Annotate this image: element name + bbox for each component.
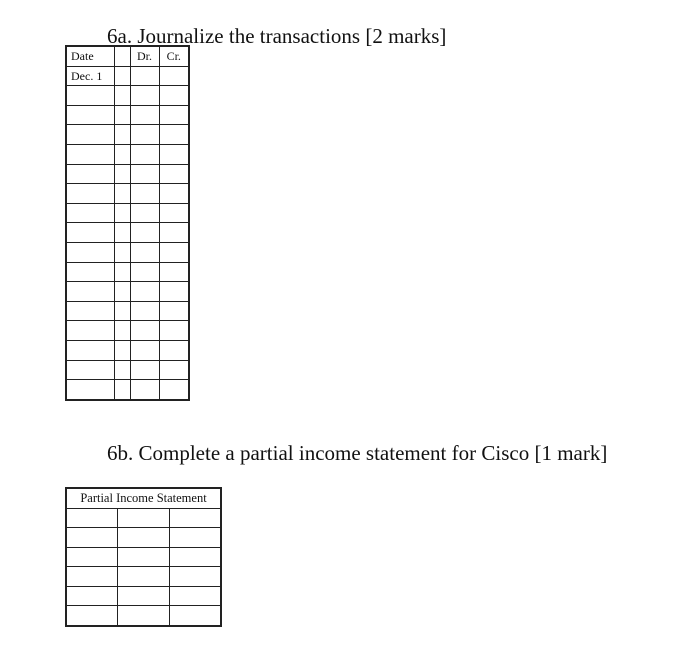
journal-debit-cell[interactable] <box>130 184 159 204</box>
journal-date-cell[interactable] <box>66 282 114 302</box>
income-cell[interactable] <box>117 586 169 606</box>
income-cell[interactable] <box>66 567 117 587</box>
income-cell[interactable] <box>169 547 221 567</box>
journal-debit-cell[interactable] <box>130 164 159 184</box>
income-cell[interactable] <box>169 586 221 606</box>
income-cell[interactable] <box>66 586 117 606</box>
income-cell[interactable] <box>66 547 117 567</box>
journal-row <box>66 360 189 380</box>
journal-date-cell[interactable] <box>66 242 114 262</box>
income-cell[interactable] <box>66 606 117 626</box>
journal-credit-cell[interactable] <box>159 340 189 360</box>
journal-account-cell[interactable] <box>114 242 130 262</box>
journal-account-cell[interactable] <box>114 223 130 243</box>
income-title-row <box>66 488 221 508</box>
journal-header-debit: Dr. <box>130 46 159 66</box>
journal-debit-cell[interactable] <box>130 301 159 321</box>
income-row <box>66 528 221 548</box>
income-statement-title: Partial Income Statement <box>66 488 221 508</box>
journal-date-cell[interactable] <box>66 360 114 380</box>
journal-account-cell[interactable] <box>114 105 130 125</box>
journal-account-cell[interactable] <box>114 125 130 145</box>
journal-debit-cell[interactable] <box>130 262 159 282</box>
heading-6b: 6b. Complete a partial income statement for Cisco [1 mark] <box>107 441 608 465</box>
journal-date-cell[interactable] <box>66 105 114 125</box>
income-cell[interactable] <box>66 508 117 528</box>
journal-account-cell[interactable] <box>114 262 130 282</box>
income-cell[interactable] <box>117 606 169 626</box>
journal-credit-cell[interactable] <box>159 125 189 145</box>
journal-credit-cell[interactable] <box>159 360 189 380</box>
journal-account-cell[interactable] <box>114 144 130 164</box>
income-cell[interactable] <box>66 528 117 548</box>
journal-debit-cell[interactable] <box>130 340 159 360</box>
income-row <box>66 508 221 528</box>
journal-row <box>66 86 189 106</box>
journal-row <box>66 164 189 184</box>
journal-header-credit: Cr. <box>159 46 189 66</box>
income-row <box>66 567 221 587</box>
journal-date-cell[interactable] <box>66 340 114 360</box>
journal-credit-cell[interactable] <box>159 164 189 184</box>
journal-account-cell[interactable] <box>114 321 130 341</box>
journal-account-cell[interactable] <box>114 340 130 360</box>
journal-credit-cell[interactable] <box>159 105 189 125</box>
journal-debit-cell[interactable] <box>130 360 159 380</box>
journal-credit-cell[interactable] <box>159 242 189 262</box>
income-cell[interactable] <box>169 606 221 626</box>
journal-date-cell[interactable] <box>66 203 114 223</box>
journal-debit-cell[interactable] <box>130 242 159 262</box>
journal-debit-cell[interactable] <box>130 203 159 223</box>
journal-row <box>66 144 189 164</box>
journal-account-cell[interactable] <box>114 164 130 184</box>
journal-account-cell[interactable] <box>114 86 130 106</box>
journal-account-cell[interactable] <box>114 184 130 204</box>
journal-credit-cell[interactable] <box>159 301 189 321</box>
journal-account-cell[interactable] <box>114 380 130 400</box>
journal-date-cell[interactable] <box>66 321 114 341</box>
journal-date-cell[interactable] <box>66 380 114 400</box>
journal-debit-cell[interactable] <box>130 66 159 86</box>
journal-date-cell[interactable] <box>66 144 114 164</box>
journal-header-blank <box>114 46 130 66</box>
journal-credit-cell[interactable] <box>159 203 189 223</box>
journal-debit-cell[interactable] <box>130 86 159 106</box>
journal-date-cell[interactable] <box>66 262 114 282</box>
journal-debit-cell[interactable] <box>130 321 159 341</box>
journal-header-date: Date <box>66 46 114 66</box>
income-cell[interactable] <box>169 567 221 587</box>
income-cell[interactable] <box>117 508 169 528</box>
income-cell[interactable] <box>117 528 169 548</box>
journal-row <box>66 321 189 341</box>
journal-debit-cell[interactable] <box>130 282 159 302</box>
journal-date-cell[interactable] <box>66 164 114 184</box>
journal-account-cell[interactable] <box>114 360 130 380</box>
income-cell[interactable] <box>169 508 221 528</box>
journal-credit-cell[interactable] <box>159 380 189 400</box>
journal-row <box>66 380 189 400</box>
journal-row <box>66 301 189 321</box>
income-row <box>66 586 221 606</box>
journal-account-cell[interactable] <box>114 301 130 321</box>
journal-debit-cell[interactable] <box>130 223 159 243</box>
journal-credit-cell[interactable] <box>159 223 189 243</box>
journal-row <box>66 184 189 204</box>
income-cell[interactable] <box>117 547 169 567</box>
journal-row <box>66 125 189 145</box>
heading-6a: 6a. Journalize the transactions [2 marks] <box>107 24 447 48</box>
journal-debit-cell[interactable] <box>130 380 159 400</box>
journal-debit-cell[interactable] <box>130 144 159 164</box>
journal-date-cell[interactable] <box>66 86 114 106</box>
journal-date-cell[interactable] <box>66 184 114 204</box>
journal-credit-cell[interactable] <box>159 86 189 106</box>
journal-account-cell[interactable] <box>114 66 130 86</box>
journal-row <box>66 105 189 125</box>
journal-row <box>66 242 189 262</box>
journal-credit-cell[interactable] <box>159 282 189 302</box>
journal-account-cell[interactable] <box>114 203 130 223</box>
journal-credit-cell[interactable] <box>159 262 189 282</box>
journal-account-cell[interactable] <box>114 282 130 302</box>
journal-row <box>66 262 189 282</box>
journal-date-cell[interactable]: Dec. 1 <box>66 66 114 86</box>
journal-credit-cell[interactable] <box>159 184 189 204</box>
income-cell[interactable] <box>169 528 221 548</box>
journal-credit-cell[interactable] <box>159 321 189 341</box>
journal-row <box>66 340 189 360</box>
income-row <box>66 606 221 626</box>
journal-date-cell[interactable] <box>66 125 114 145</box>
journal-credit-cell[interactable] <box>159 66 189 86</box>
journal-row <box>66 66 189 86</box>
journal-header-row <box>66 46 189 66</box>
journal-date-cell[interactable] <box>66 301 114 321</box>
journal-date-cell[interactable] <box>66 223 114 243</box>
journal-row <box>66 203 189 223</box>
income-cell[interactable] <box>117 567 169 587</box>
income-statement-table <box>65 487 222 627</box>
journal-credit-cell[interactable] <box>159 144 189 164</box>
income-row <box>66 547 221 567</box>
journal-debit-cell[interactable] <box>130 125 159 145</box>
journal-row <box>66 223 189 243</box>
journal-debit-cell[interactable] <box>130 105 159 125</box>
journal-table <box>65 45 190 401</box>
journal-row <box>66 282 189 302</box>
